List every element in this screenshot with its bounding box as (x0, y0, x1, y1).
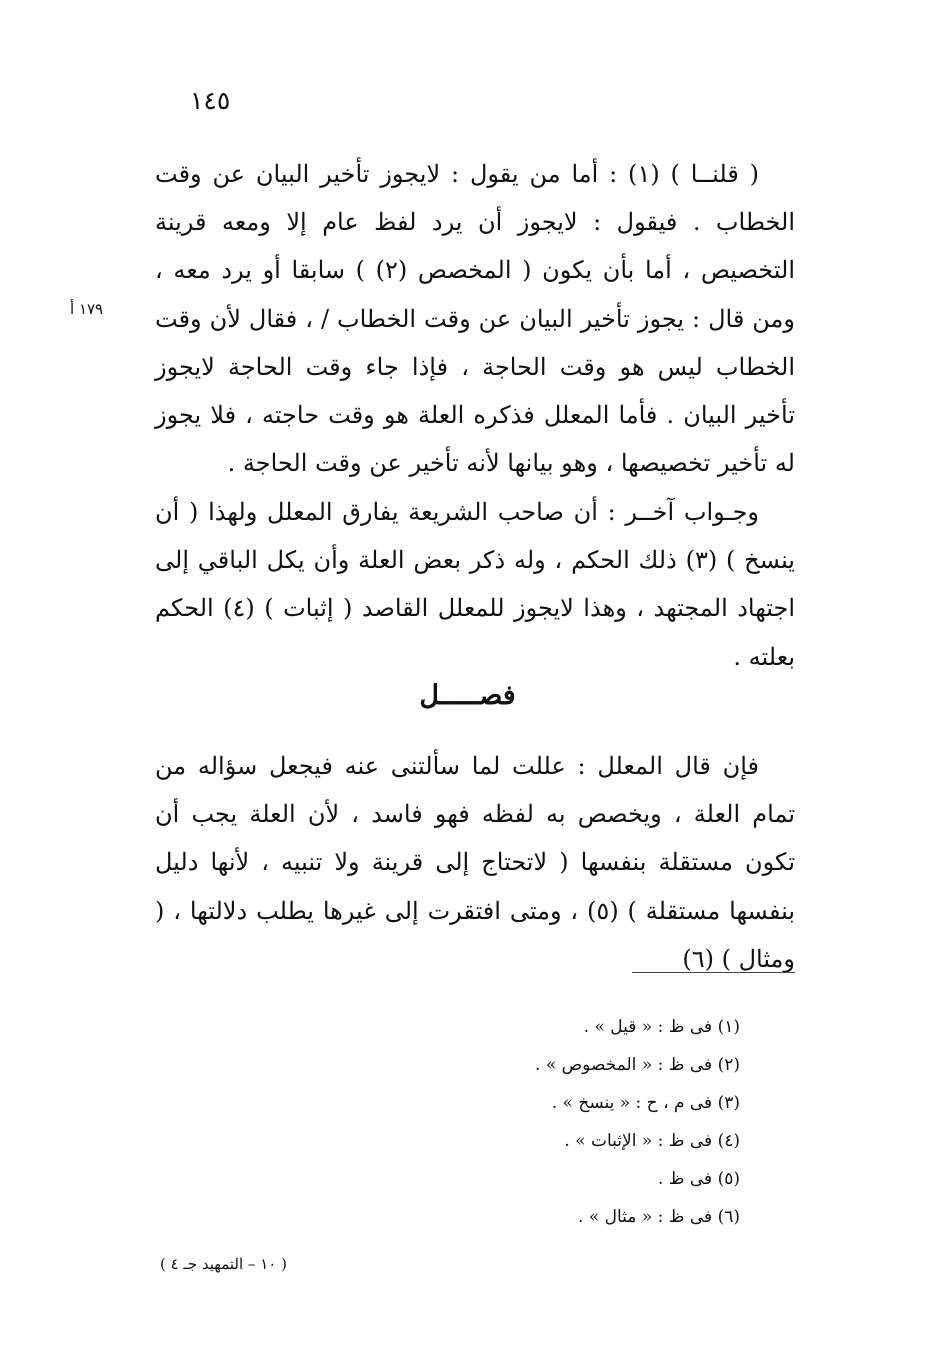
text-block-before-2 (155, 488, 795, 681)
footnote-item: (٦) فى ظ : « مثال » . (578, 1207, 740, 1227)
printer-signature: ( ١٠ – التمهيد جـ ٤ ) (160, 1255, 287, 1273)
footnotes-list (340, 1008, 740, 1236)
footnote-item: (٢) فى ظ : « المخصوص » . (535, 1055, 740, 1075)
margin-folio-note: ١٧٩ أ (70, 300, 104, 318)
page-number: ١٤٥ (190, 86, 231, 115)
section-heading: فصـــــل (419, 680, 516, 711)
paragraph: فإن قال المعلل : عللت لما سألتنى عنه فيجعل سؤاله من تمام العلة ، ويخصص به لفظه فهو فاسد ، لأن العلة يجب أن تكون مستقلة بنفسها ( لاتحتاج إلى قرينة ولا تنبيه ، لأنها دليل بنفسها مستقلة ) (٥) ، ومتى افتقرت إلى غيرها يطلب دلالتها ، ( ومثال ) (٦) (155, 752, 796, 973)
footnote-item: (٤) فى ظ : « الإثبات » . (564, 1131, 740, 1151)
footnote-item: (٥) فى ظ . (657, 1169, 740, 1189)
footnote-item: (٣) فى م ، ح : « ينسخ » . (551, 1093, 740, 1113)
footnote-divider (632, 972, 795, 973)
paragraph: وجـواب آخــر : أن صاحب الشريعة يفارق المعلل ولهذا ( أن ينسخ ) (٣) ذلك الحكم ، وله ذكر بعض العلة وأن يكل الباقي إلى اجتهاد المجتهد ، وهذا لايجوز للمعلل القاصد ( إثبات ) (٤) الحكم بعلته . (155, 498, 795, 671)
text-block-before (155, 150, 795, 487)
text-block-after (155, 742, 795, 983)
footnote-item: (١) فى ظ : « قيل » . (583, 1017, 740, 1037)
paragraph: ( قلنــا ) (١) : أما من يقول : لايجوز تأخير البيان عن وقت الخطاب . فيقول : لايجوز أن يرد لفظ عام إلا ومعه قرينة التخصيص ، أما بأن يكون ( المخصص (٢) ) سابقا أو يرد معه ، ومن قال : يجوز تأخير البيان عن وقت الخطاب / ، فقال لأن وقت الخطاب ليس هو وقت الحاجة ، فإذا جاء وقت الحاجة لايجوز تأخير البيان . فأما المعلل فذكره العلة هو وقت حاجته ، فلا يجوز له تأخير تخصيصها ، وهو بيانها لأنه تأخير عن وقت الحاجة . (155, 160, 796, 478)
